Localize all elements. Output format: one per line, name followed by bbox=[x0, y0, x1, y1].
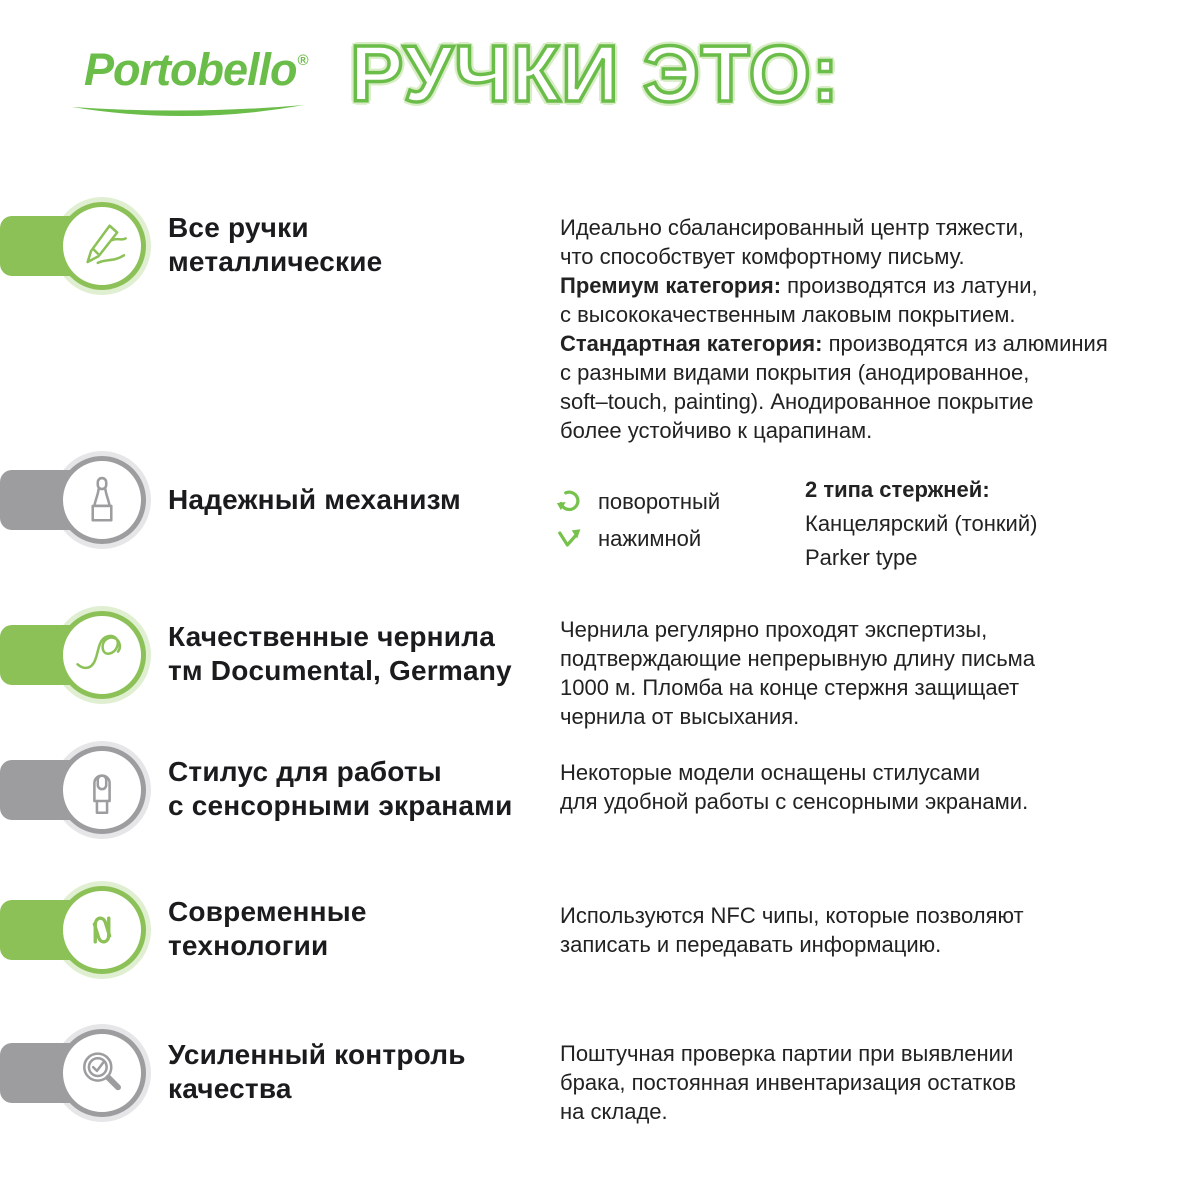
icon-circle bbox=[58, 1029, 146, 1117]
description-bold: Стандартная категория: bbox=[560, 331, 823, 356]
feature-row-mechanism bbox=[0, 451, 1200, 570]
feature-description bbox=[560, 213, 1108, 445]
heading-line: Усиленный контроль bbox=[168, 1039, 466, 1070]
description-text: что способствует комфортному письму. bbox=[560, 244, 965, 269]
description-line bbox=[560, 300, 1108, 329]
feature-heading bbox=[168, 895, 367, 963]
heading-line: металлические bbox=[168, 246, 383, 277]
heading-line: тм Documental, Germany bbox=[168, 655, 512, 686]
description-text: производятся из алюминия bbox=[822, 331, 1108, 356]
description-text: Некоторые модели оснащены стилусами bbox=[560, 760, 981, 785]
feature-row-metal bbox=[0, 197, 1200, 443]
description-line bbox=[560, 758, 1028, 787]
heading-line: Все ручки bbox=[168, 212, 309, 243]
pen-tip-icon bbox=[75, 473, 129, 527]
description-text: на складе. bbox=[560, 1099, 668, 1124]
heading-line: качества bbox=[168, 1073, 292, 1104]
description-text: с высококачественным лаковым покрытием. bbox=[560, 302, 1016, 327]
feature-heading bbox=[168, 483, 461, 517]
magnifier-check-icon bbox=[75, 1046, 129, 1100]
description-text: Используются NFC чипы, которые позволяют bbox=[560, 903, 1024, 928]
description-line bbox=[560, 1068, 1016, 1097]
description-text: 1000 м. Пломба на конце стержня защищает bbox=[560, 675, 1020, 700]
page-title: РУЧКИ ЭТО: bbox=[350, 29, 840, 118]
registered-trademark: ® bbox=[297, 52, 309, 69]
description-line bbox=[560, 213, 1108, 242]
mechanism-item bbox=[556, 487, 720, 517]
heading-line: с сенсорными экранами bbox=[168, 790, 513, 821]
refill-types-title: 2 типа стержней: bbox=[805, 477, 990, 502]
description-line bbox=[560, 329, 1108, 358]
icon-circle bbox=[58, 886, 146, 974]
refill-types bbox=[805, 473, 1037, 575]
description-text: Чернила регулярно проходят экспертизы, bbox=[560, 617, 988, 642]
description-line bbox=[560, 242, 1108, 271]
heading-line: технологии bbox=[168, 930, 329, 961]
icon-circle bbox=[58, 611, 146, 699]
description-text: для удобной работы с сенсорными экранами. bbox=[560, 789, 1029, 814]
feature-row-technology bbox=[0, 881, 1200, 979]
description-line bbox=[560, 615, 1035, 644]
description-line bbox=[560, 787, 1028, 816]
mechanism-label: поворотный bbox=[598, 489, 721, 514]
feature-description bbox=[560, 615, 1035, 731]
feature-row-ink bbox=[0, 606, 1200, 729]
description-text: записать и передавать информацию. bbox=[560, 932, 942, 957]
heading-line: Стилус для работы bbox=[168, 756, 442, 787]
feature-row-stylus bbox=[0, 741, 1200, 839]
portobello-logo bbox=[84, 44, 308, 96]
description-bold: Премиум категория: bbox=[560, 273, 782, 298]
stylus-icon bbox=[75, 763, 129, 817]
feature-heading bbox=[168, 620, 512, 688]
ink-squiggle-icon bbox=[75, 628, 129, 682]
feature-heading bbox=[168, 211, 382, 279]
description-line bbox=[560, 387, 1108, 416]
description-text: soft–touch, painting). Анодированное покрытие bbox=[560, 389, 1034, 414]
description-line bbox=[560, 358, 1108, 387]
description-text: подтверждающие непрерывную длину письма bbox=[560, 646, 1036, 671]
hand-writing-pen-icon bbox=[75, 219, 129, 273]
description-text: более устойчиво к царапинам. bbox=[560, 418, 873, 443]
mechanism-list bbox=[556, 487, 720, 561]
description-text: Поштучная проверка партии при выявлении bbox=[560, 1041, 1014, 1066]
description-line bbox=[560, 901, 1024, 930]
description-text: брака, постоянная инвентаризация остатков bbox=[560, 1070, 1017, 1095]
heading-line: Современные bbox=[168, 896, 367, 927]
logo-swoosh-icon bbox=[68, 102, 308, 122]
description-line bbox=[560, 702, 1035, 731]
icon-circle bbox=[58, 746, 146, 834]
mechanism-label: нажимной bbox=[598, 526, 702, 551]
description-text: производятся из латуни, bbox=[781, 273, 1038, 298]
refill-type-item: Канцелярский (тонкий) bbox=[805, 511, 1038, 536]
feature-description bbox=[560, 1039, 1016, 1126]
feature-description bbox=[560, 758, 1028, 816]
push-arrow-icon bbox=[556, 526, 582, 552]
description-text: с разными видами покрытия (анодированное, bbox=[560, 360, 1030, 385]
description-line bbox=[560, 271, 1108, 300]
rotate-arrow-icon bbox=[556, 489, 582, 515]
description-text: Идеально сбалансированный центр тяжести, bbox=[560, 215, 1024, 240]
feature-heading bbox=[168, 755, 512, 823]
feature-row-quality bbox=[0, 1024, 1200, 1122]
icon-circle bbox=[58, 456, 146, 544]
icon-circle bbox=[58, 202, 146, 290]
description-line bbox=[560, 930, 1024, 959]
description-text: чернила от высыхания. bbox=[560, 704, 800, 729]
logo-text: Portobello bbox=[84, 44, 297, 95]
feature-description bbox=[560, 901, 1024, 959]
heading-line: Качественные чернила bbox=[168, 621, 495, 652]
description-line bbox=[560, 673, 1035, 702]
description-line bbox=[560, 1097, 1016, 1126]
nfc-icon bbox=[75, 903, 129, 957]
mechanism-item bbox=[556, 524, 720, 554]
description-line bbox=[560, 416, 1108, 445]
refill-type-item: Parker type bbox=[805, 545, 918, 570]
description-line bbox=[560, 644, 1035, 673]
heading-line: Надежный механизм bbox=[168, 484, 461, 515]
feature-heading bbox=[168, 1038, 466, 1106]
description-line bbox=[560, 1039, 1016, 1068]
